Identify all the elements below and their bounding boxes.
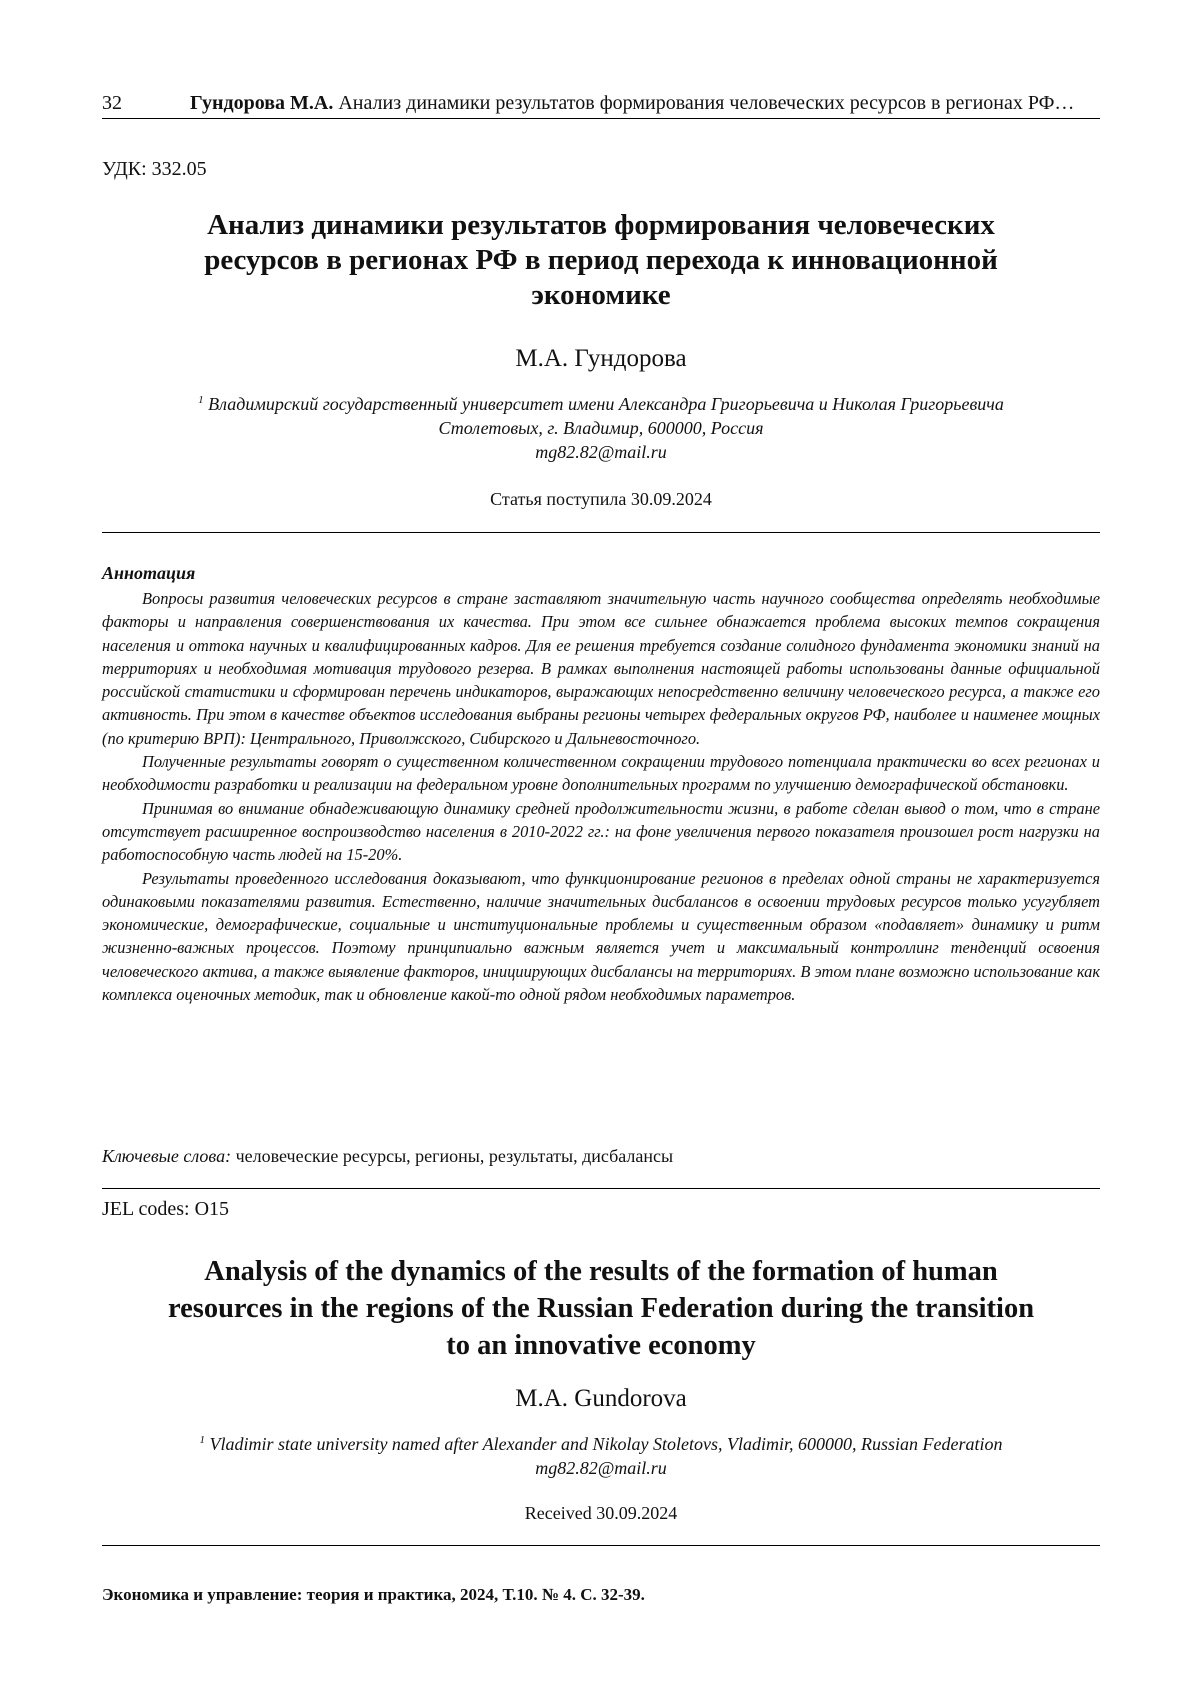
affiliation-ru-line: Столетовых, г. Владимир, 600000, Россия [102, 416, 1100, 440]
title-en-line: resources in the regions of the Russian Federation during the transition [102, 1290, 1100, 1327]
section-rule [102, 1188, 1100, 1189]
title-ru-line: Анализ динамики результатов формирования человеческих [102, 208, 1100, 243]
author-en: M.A. Gundorova [102, 1385, 1100, 1413]
section-rule [102, 1545, 1100, 1546]
running-header [102, 92, 1100, 115]
abstract-paragraph: Вопросы развития человеческих ресурсов в стране заставляют значительную часть научного сообщества определять необходимые факторы и направления совершенствования их качества. При этом все сильнее обнажается проблема высоких темпов сокращения населения и оттока научных и квалифицированных кадров. Для ее решения требуется создание солидного фундамента экономики знаний на территориях и необходимая мотивация трудового резерва. В рамках выполнения настоящей работы использованы данные официальной российской статистики и сформирован перечень индикаторов, выражающих непосредственно величину человеческого ресурса, а также его активность. При этом в качестве объектов исследования выбраны регионы четырех федеральных округов РФ, наиболее и наименее мощных (по критерию ВРП): Центрального, Приволжского, Сибирского и Дальневосточного. [102, 587, 1100, 750]
udk-code: УДК: 332.05 [102, 158, 207, 181]
keywords-ru [102, 1146, 673, 1167]
affiliation-ru-line: 1 Владимирский государственный университет имени Александра Григорьевича и Николая Григорьевича [102, 392, 1100, 416]
section-rule [102, 532, 1100, 533]
title-en-line: to an innovative economy [102, 1327, 1100, 1364]
page-number: 32 [102, 92, 190, 115]
received-ru: Статья поступила 30.09.2024 [102, 489, 1100, 510]
abstract-heading: Аннотация [102, 563, 195, 584]
article-title-en [102, 1253, 1100, 1364]
abstract-paragraph: Результаты проведенного исследования доказывают, что функционирование регионов в пределах одной страны не характеризуется одинаковыми показателями развития. Естественно, наличие значительных дисбалансов в освоении трудовых ресурсов только усугубляет экономические, демографические, социальные и институциональные проблемы и существенным образом «подавляет» динамику и ритм жизненно-важных процессов. Поэтому принципиально важным является учет и максимальный контроллинг тенденций освоения человеческого актива, а также выявление факторов, инициирующих дисбалансы на территориях. В этом плане возможно использование как комплекса оценочных методик, так и обновление какой-то одной рядом необходимых параметров. [102, 867, 1100, 1007]
abstract-paragraph: Полученные результаты говорят о существенном количественном сокращении трудового потенциала практически во всех регионах и необходимости разработки и реализации на федеральном уровне дополнительных программ по улучшению демографической обстановки. [102, 750, 1100, 797]
keywords-label: Ключевые слова: [102, 1146, 231, 1166]
affiliation-en-sup: 1 [199, 1434, 205, 1446]
received-en: Received 30.09.2024 [102, 1503, 1100, 1524]
author-ru: М.А. Гундорова [102, 345, 1100, 373]
affiliation-ru [102, 392, 1100, 464]
affiliation-en-line: 1 Vladimir state university named after Alexander and Nikolay Stoletovs, Vladimir, 600000, Russian Federation [102, 1432, 1100, 1456]
jel-codes: JEL codes: O15 [102, 1198, 229, 1221]
abstract-paragraph: Принимая во внимание обнадеживающую динамику средней продолжительности жизни, в работе сделан вывод о том, что в стране отсутствует расширенное воспроизводство населения в 2010-2022 гг.: на фоне увеличения первого показателя произошел рост нагрузки на работоспособную часть людей на 15-20%. [102, 797, 1100, 867]
article-title-ru [102, 208, 1100, 313]
header-author: Гундорова М.А. [190, 92, 333, 114]
title-en-line: Analysis of the dynamics of the results of the formation of human [102, 1253, 1100, 1290]
affiliation-ru-sup: 1 [198, 394, 204, 406]
header-running-title: Анализ динамики результатов формирования человеческих ресурсов в регионах РФ… [338, 92, 1074, 114]
header-rule [102, 118, 1100, 119]
email-en: mg82.82@mail.ru [102, 1456, 1100, 1480]
email-ru: mg82.82@mail.ru [102, 440, 1100, 464]
affiliation-en [102, 1432, 1100, 1480]
title-ru-line: экономике [102, 278, 1100, 313]
abstract-ru [102, 587, 1100, 1006]
title-ru-line: ресурсов в регионах РФ в период перехода к инновационной [102, 243, 1100, 278]
keywords-list: человеческие ресурсы, регионы, результаты, дисбалансы [236, 1146, 674, 1166]
journal-citation: Экономика и управление: теория и практика, 2024, Т.10. № 4. С. 32-39. [102, 1585, 645, 1605]
